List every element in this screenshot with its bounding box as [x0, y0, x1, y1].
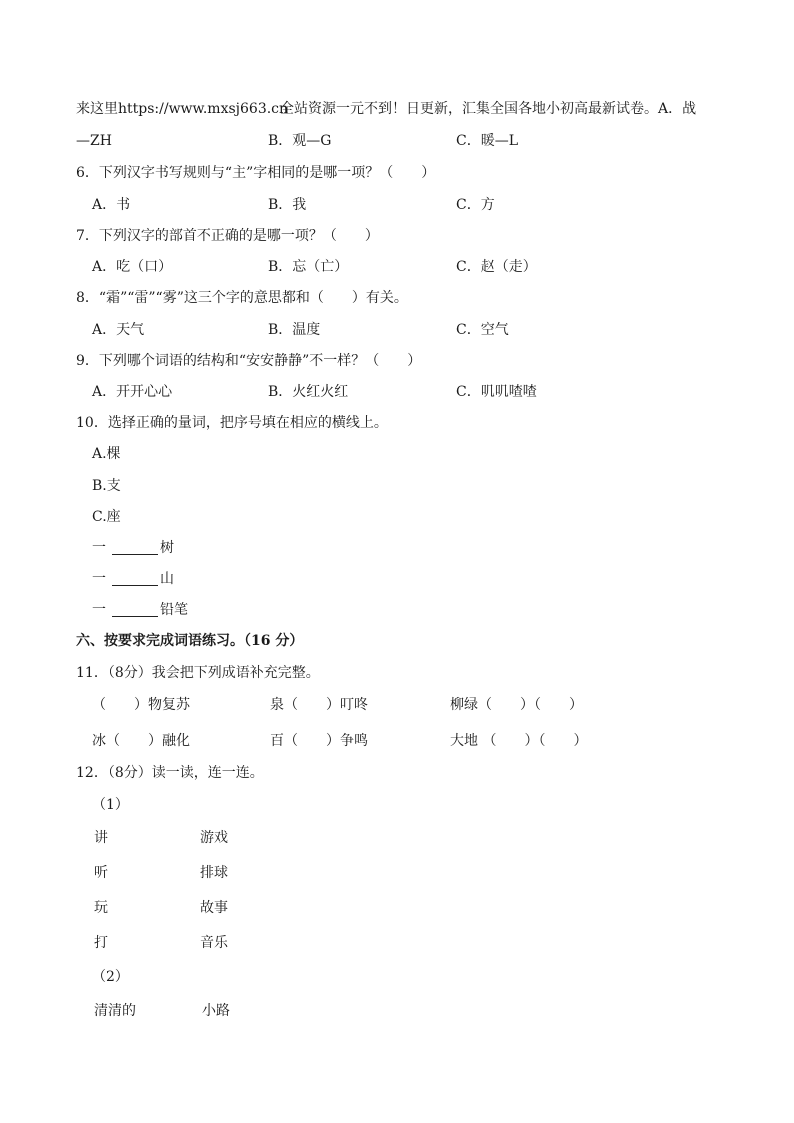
q7-option-a: A．吃（口）	[92, 259, 173, 275]
q12-left-word-4[interactable]: 打	[94, 935, 108, 951]
q11-idiom-4: 冰（ ）融化	[92, 733, 190, 749]
q11-idiom-3: 柳绿（ ）（ ）	[450, 697, 583, 713]
q12-right-word-1[interactable]: 游戏	[200, 830, 228, 846]
q10-blank-1-field[interactable]	[112, 540, 158, 555]
q11-idiom-5: 百（ ）争鸣	[270, 733, 368, 749]
header-promo-text: 全站资源一元不到！日更新，汇集全国各地小初高最新试卷。	[280, 101, 658, 117]
q12-part-1-label: （1）	[92, 797, 129, 813]
q10-blank-row-3	[92, 601, 188, 619]
q11-stem: 11．（8分）我会把下列成语补充完整。	[76, 665, 320, 681]
q10-blank-2-post: 山	[160, 571, 174, 587]
section-6-title: 六、按要求完成词语练习。（16 分）	[76, 633, 304, 649]
q5-option-c: C．暖—L	[456, 133, 519, 149]
q6-option-c: C．方	[456, 197, 495, 213]
q10-blank-row-1	[92, 539, 174, 557]
q8-option-a: A．天气	[92, 322, 145, 338]
header-url-link[interactable]: https://www.mxsj663.cn	[118, 101, 289, 117]
q8-option-c: C．空气	[456, 322, 509, 338]
q7-option-c: C．赵（走）	[456, 259, 537, 275]
q12-part2-left-word-1[interactable]: 清清的	[94, 1003, 136, 1019]
header-line	[76, 100, 288, 118]
header-prefix: 来这里	[76, 101, 118, 117]
q12-left-word-2[interactable]: 听	[94, 865, 108, 881]
q5-option-b: B．观—G	[268, 133, 332, 149]
q8-option-b: B．温度	[268, 322, 321, 338]
q10-stem: 10．选择正确的量词，把序号填在相应的横线上。	[76, 415, 388, 431]
header-promo	[280, 100, 696, 118]
q10-blank-2-pre: 一	[92, 571, 106, 587]
q12-part2-right-word-1[interactable]: 小路	[202, 1003, 230, 1019]
q11-idiom-1: （ ）物复苏	[92, 697, 190, 713]
q10-option-c: C.座	[92, 509, 121, 525]
q11-idiom-6: 大地 （ ）（ ）	[450, 733, 588, 749]
q9-option-c: C．叽叽喳喳	[456, 384, 537, 400]
q10-option-b: B.支	[92, 478, 121, 494]
q11-idiom-2: 泉（ ）叮咚	[270, 697, 368, 713]
q12-right-word-3[interactable]: 故事	[200, 900, 228, 916]
q8-stem: 8．“霜”“雷”“雾”这三个字的意思都和（ ）有关。	[76, 290, 408, 306]
q6-stem: 6．下列汉字书写规则与“主”字相同的是哪一项？（ ）	[76, 165, 436, 181]
q9-stem: 9．下列哪个词语的结构和“安安静静”不一样？（ ）	[76, 353, 422, 369]
q9-option-b: B．火红火红	[268, 384, 349, 400]
q12-part-2-label: （2）	[92, 969, 129, 985]
q6-option-b: B．我	[268, 197, 307, 213]
q10-option-a: A.棵	[92, 446, 121, 462]
q10-blank-3-post: 铅笔	[160, 602, 188, 618]
q6-option-a: A．书	[92, 197, 131, 213]
q10-blank-1-pre: 一	[92, 540, 106, 556]
q12-left-word-1[interactable]: 讲	[94, 830, 108, 846]
q9-option-a: A．开开心心	[92, 384, 173, 400]
q10-blank-3-field[interactable]	[112, 602, 158, 617]
q10-blank-row-2	[92, 570, 174, 588]
q12-stem: 12．（8分）读一读，连一连。	[76, 765, 264, 781]
q10-blank-1-post: 树	[160, 540, 174, 556]
q12-right-word-4[interactable]: 音乐	[200, 935, 228, 951]
q5-option-a-rest: —ZH	[76, 133, 112, 149]
q12-right-word-2[interactable]: 排球	[200, 865, 228, 881]
q7-option-b: B．忘（亡）	[268, 259, 349, 275]
q10-blank-3-pre: 一	[92, 602, 106, 618]
q7-stem: 7．下列汉字的部首不正确的是哪一项？（ ）	[76, 228, 379, 244]
q10-blank-2-field[interactable]	[112, 571, 158, 586]
q5-option-a-start: A．战	[658, 101, 697, 117]
q12-left-word-3[interactable]: 玩	[94, 900, 108, 916]
